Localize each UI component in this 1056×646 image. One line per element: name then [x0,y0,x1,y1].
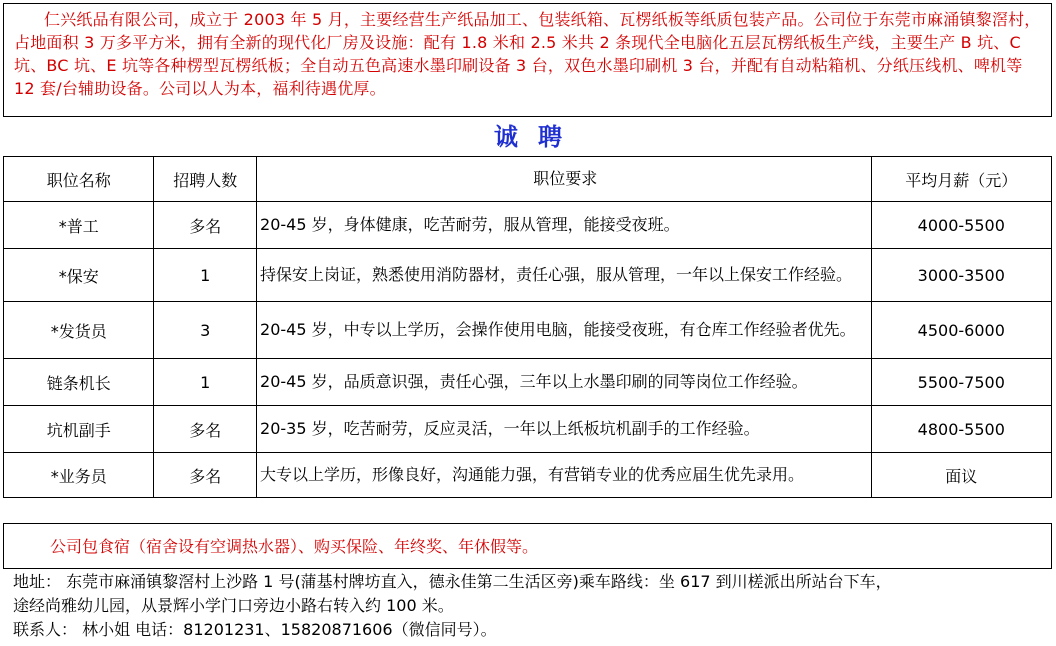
count-cell: 1 [154,249,257,302]
table-row [4,406,1052,453]
table-row [4,302,1052,359]
position-cell: *业务员 [4,453,154,498]
job-table [3,156,1052,498]
table-row [4,249,1052,302]
count-cell: 多名 [154,453,257,498]
salary-cell: 4500-6000 [871,302,1051,359]
address-line: 地址： 东莞市麻涌镇黎滘村上沙路 1 号(蒲基村牌坊直入，德永佳第二生活区旁)乘车路线：坐 617 到川槎派出所站台下车， [13,572,892,591]
header-count: 招聘人数 [154,157,257,202]
requirement-cell: 持保安上岗证，熟悉使用消防器材，责任心强，服从管理，一年以上保安工作经验。 [257,249,872,302]
header-salary: 平均月薪（元） [871,157,1051,202]
header-requirement: 职位要求 [257,157,872,202]
requirement-cell: 20-35 岁，吃苦耐劳，反应灵活，一年以上纸板坑机副手的工作经验。 [257,406,872,453]
route-line: 途经尚雅幼儿园，从景辉小学门口旁边小路右转入约 100 米。 [13,596,454,615]
requirement-cell: 大专以上学历，形像良好，沟通能力强，有营销专业的优秀应届生优先录用。 [257,453,872,498]
count-cell: 多名 [154,406,257,453]
header-position: 职位名称 [4,157,154,202]
count-cell: 多名 [154,202,257,249]
position-cell: *发货员 [4,302,154,359]
position-cell: 链条机长 [4,359,154,406]
contact-footer [13,570,1053,642]
contact-line: 联系人： 林小姐 电话：81201231、15820871606（微信同号）。 [13,620,497,639]
salary-cell: 4000-5500 [871,202,1051,249]
requirement-cell: 20-45 岁，身体健康，吃苦耐劳，服从管理，能接受夜班。 [257,202,872,249]
salary-cell: 3000-3500 [871,249,1051,302]
position-cell: 坑机副手 [4,406,154,453]
count-cell: 1 [154,359,257,406]
table-header-row [4,157,1052,202]
table-row [4,453,1052,498]
salary-cell: 面议 [871,453,1051,498]
position-cell: *普工 [4,202,154,249]
salary-cell: 4800-5500 [871,406,1051,453]
salary-cell: 5500-7500 [871,359,1051,406]
requirement-cell: 20-45 岁，中专以上学历，会操作使用电脑，能接受夜班，有仓库工作经验者优先。 [257,302,872,359]
page-title: 诚聘 [494,123,582,151]
requirement-cell: 20-45 岁，品质意识强，责任心强，三年以上水墨印刷的同等岗位工作经验。 [257,359,872,406]
position-cell: *保安 [4,249,154,302]
benefits-box: 公司包食宿（宿舍设有空调热水器）、购买保险、年终奖、年休假等。 [3,523,1052,569]
table-row [4,359,1052,406]
count-cell: 3 [154,302,257,359]
company-intro: 仁兴纸品有限公司，成立于 2003 年 5 月，主要经营生产纸品加工、包装纸箱、瓦楞纸板等纸质包装产品。公司位于东莞市麻涌镇黎滘村，占地面积 3 万多平方米，拥有全新的现代化厂房及设施：配有 1.8 米和 2.5 米共 2 条现代全电脑化五层瓦楞纸板生产线，主要生产 B 坑、C 坑、BC 坑、E 坑等各种楞型瓦楞纸板；全自动五色高速水墨印刷设备 3 台，双色水墨印刷机 3 台，并配有自动粘箱机、分纸压线机、啤机等 12 套/台辅助设备。公司以人为本，福利待遇优厚。 [3,3,1052,117]
table-row [4,202,1052,249]
